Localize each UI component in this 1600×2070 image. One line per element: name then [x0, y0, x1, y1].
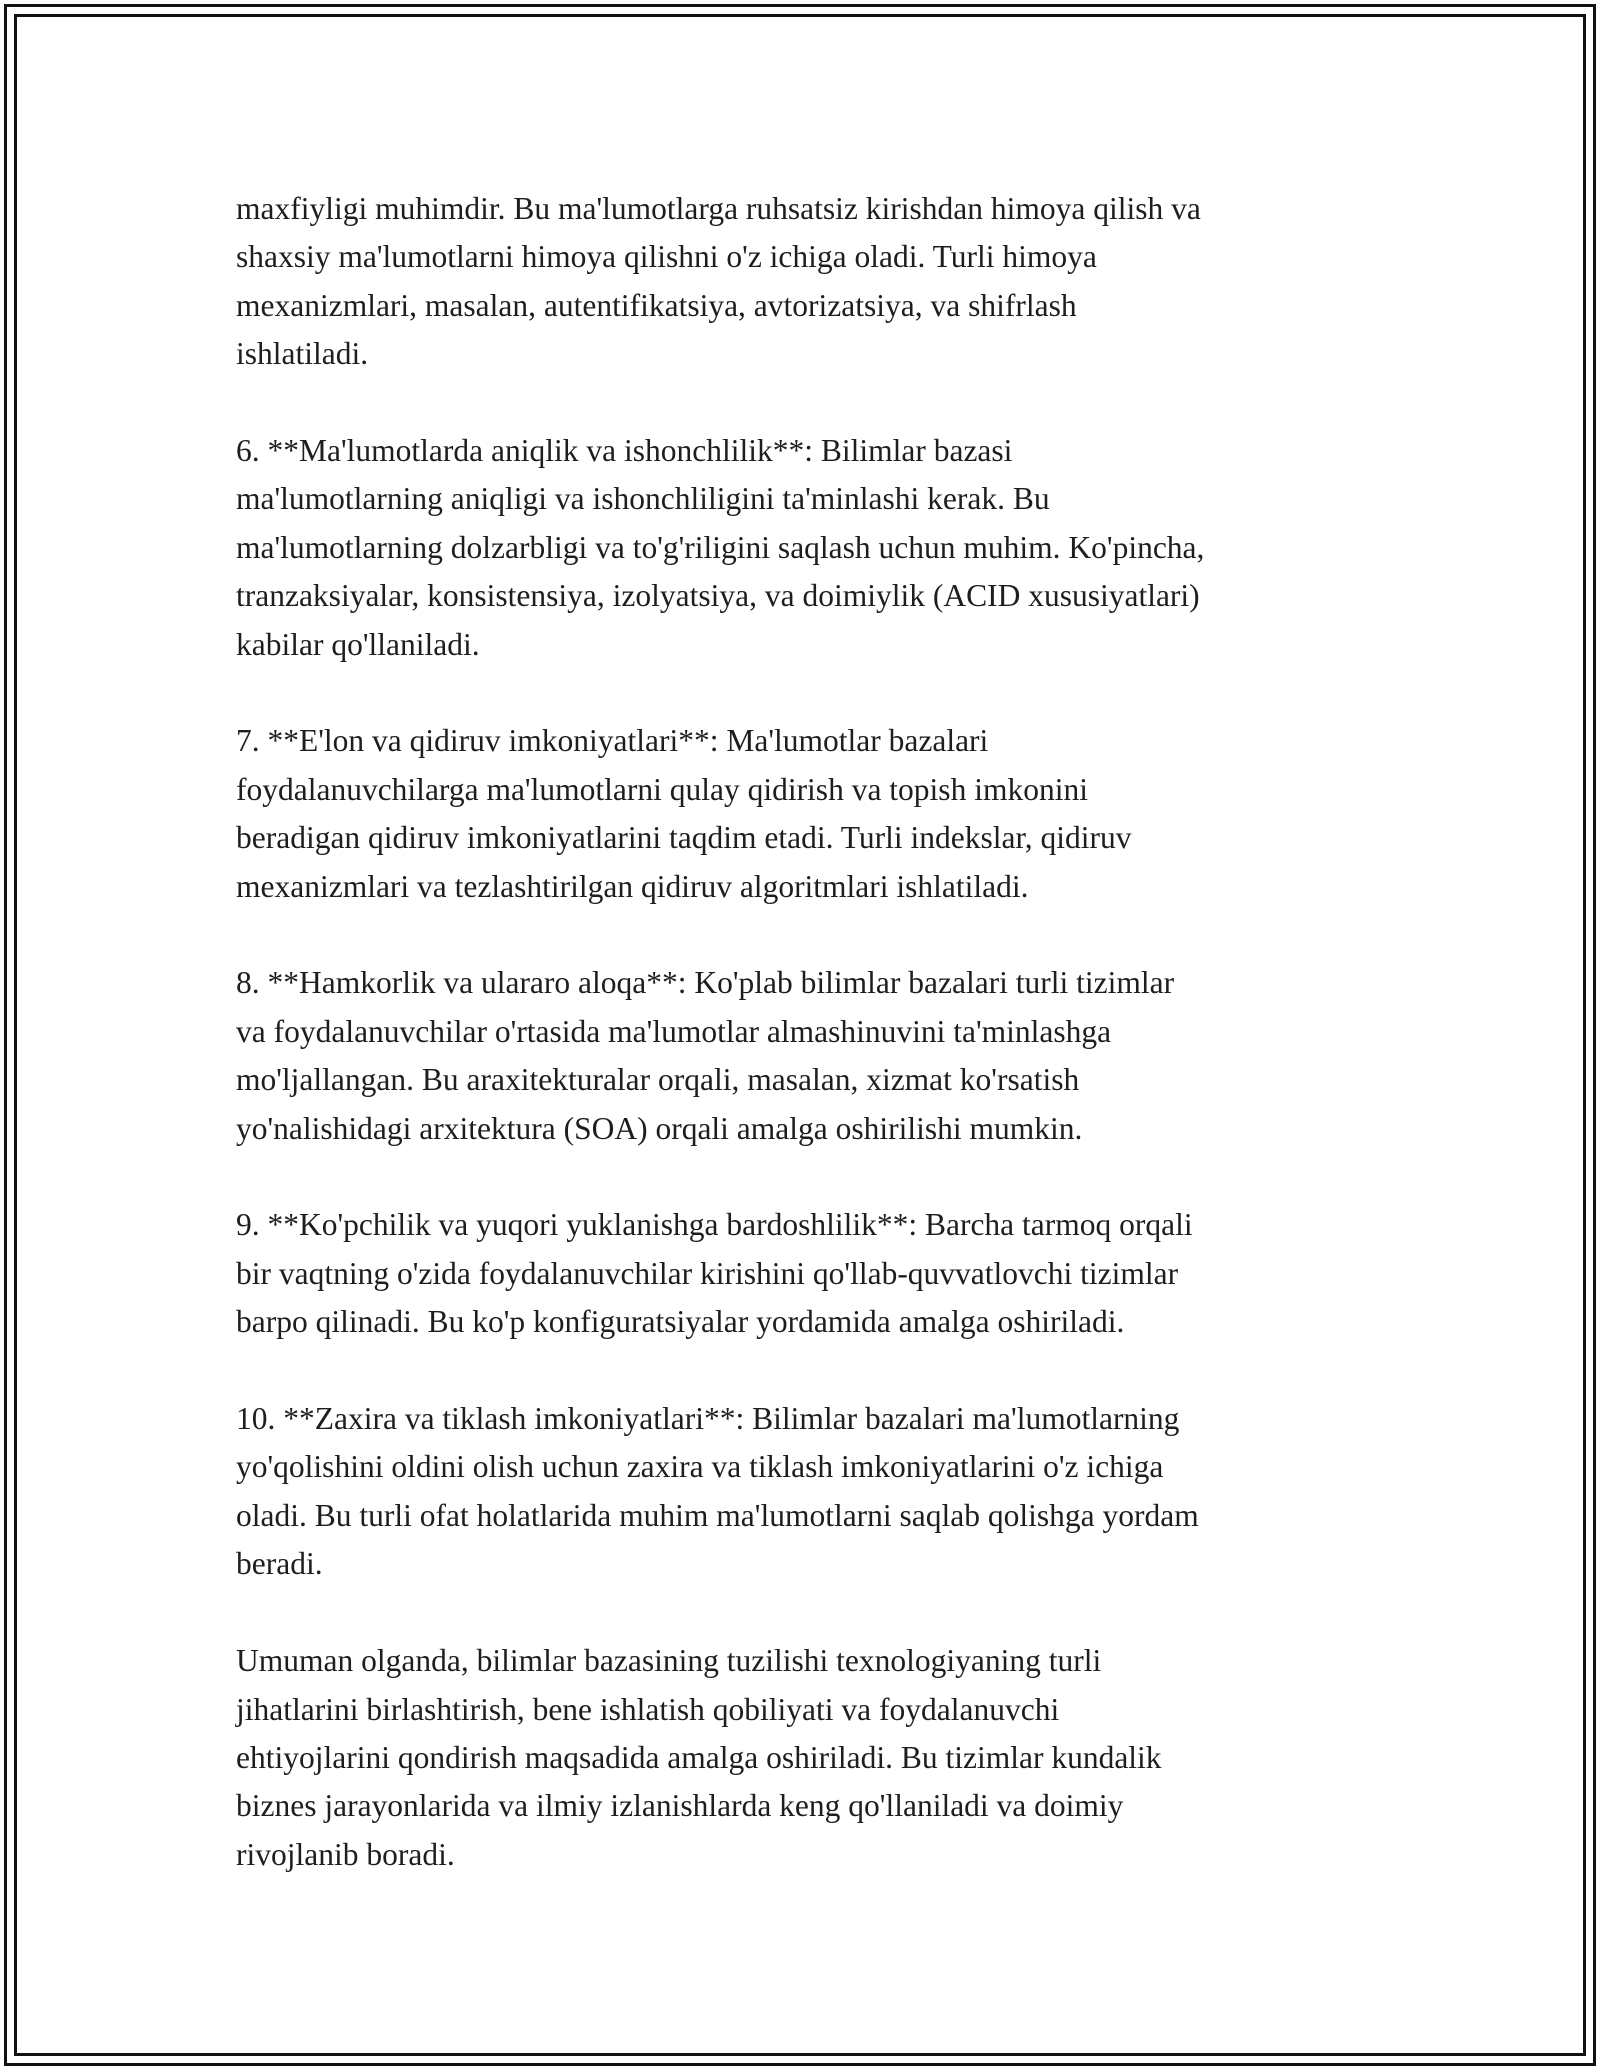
paragraph-item-9	[236, 1201, 1386, 1346]
paragraph-privacy-continuation	[236, 185, 1386, 379]
text-line: 9. **Ko'pchilik va yuqori yuklanishga bardoshlilik**: Barcha tarmoq orqali	[236, 1207, 1193, 1243]
paragraph-conclusion	[236, 1637, 1386, 1879]
paragraph-item-6	[236, 427, 1386, 669]
text-line: jihatlarini birlashtirish, bene ishlatish qobiliyati va foydalanuvchi	[236, 1691, 1060, 1727]
text-line: maxfiyligi muhimdir. Bu ma'lumotlarga ruhsatsiz kirishdan himoya qilish va	[236, 191, 1201, 226]
text-line: va foydalanuvchilar o'rtasida ma'lumotlar almashinuvini ta'minlashga	[236, 1013, 1112, 1049]
text-line: ehtiyojlarini qondirish maqsadida amalga oshiriladi. Bu tizimlar kundalik	[236, 1739, 1162, 1775]
text-line: ma'lumotlarning dolzarbligi va to'g'riligini saqlash uchun muhim. Ko'pincha,	[236, 529, 1205, 565]
text-line: mo'ljallangan. Bu araxitekturalar orqali, masalan, xizmat ko'rsatish	[236, 1062, 1080, 1098]
text-line: biznes jarayonlarida va ilmiy izlanishlarda keng qo'llaniladi va doimiy	[236, 1788, 1124, 1824]
text-line: 7. **E'lon va qidiruv imkoniyatlari**: Ma'lumotlar bazalari	[236, 723, 989, 759]
text-line: foydalanuvchilarga ma'lumotlarni qulay qidirish va topish imkonini	[236, 771, 1088, 807]
text-line: yo'nalishidagi arxitektura (SOA) orqali amalga oshirilishi mumkin.	[236, 1110, 1083, 1146]
text-line: ma'lumotlarning aniqligi va ishonchliligini ta'minlashi kerak. Bu	[236, 481, 1050, 517]
text-line: rivojlanib boradi.	[236, 1836, 455, 1872]
document-body	[236, 185, 1386, 1928]
text-line: bir vaqtning o'zida foydalanuvchilar kirishini qo'llab-quvvatlovchi tizimlar	[236, 1255, 1179, 1291]
paragraph-item-7	[236, 717, 1386, 911]
text-line: shaxsiy ma'lumotlarni himoya qilishni o'z ichiga oladi. Turli himoya	[236, 239, 1097, 275]
text-line: beradigan qidiruv imkoniyatlarini taqdim etadi. Turli indekslar, qidiruv	[236, 820, 1132, 856]
text-line: mexanizmlari va tezlashtirilgan qidiruv algoritmlari ishlatiladi.	[236, 868, 1029, 904]
text-line: 6. **Ma'lumotlarda aniqlik va ishonchlilik**: Bilimlar bazasi	[236, 433, 1013, 469]
text-line: beradi.	[236, 1546, 323, 1582]
text-line: oladi. Bu turli ofat holatlarida muhim ma'lumotlarni saqlab qolishga yordam	[236, 1497, 1199, 1533]
text-line: mexanizmlari, masalan, autentifikatsiya, avtorizatsiya, va shifrlash	[236, 287, 1077, 323]
text-line: Umuman olganda, bilimlar bazasining tuzilishi texnologiyaning turli	[236, 1643, 1102, 1679]
text-line: barpo qilinadi. Bu ko'p konfiguratsiyalar yordamida amalga oshiriladi.	[236, 1304, 1125, 1340]
text-line: 8. **Hamkorlik va ulararo aloqa**: Ko'plab bilimlar bazalari turli tizimlar	[236, 965, 1175, 1001]
text-line: ishlatiladi.	[236, 336, 369, 372]
text-line: kabilar qo'llaniladi.	[236, 626, 480, 662]
text-line: tranzaksiyalar, konsistensiya, izolyatsiya, va doimiylik (ACID xususiyatlari)	[236, 578, 1200, 614]
paragraph-item-8	[236, 959, 1386, 1153]
paragraph-item-10	[236, 1395, 1386, 1589]
text-line: 10. **Zaxira va tiklash imkoniyatlari**: Bilimlar bazalari ma'lumotlarning	[236, 1401, 1180, 1437]
text-line: yo'qolishini oldini olish uchun zaxira va tiklash imkoniyatlarini o'z ichiga	[236, 1449, 1164, 1485]
